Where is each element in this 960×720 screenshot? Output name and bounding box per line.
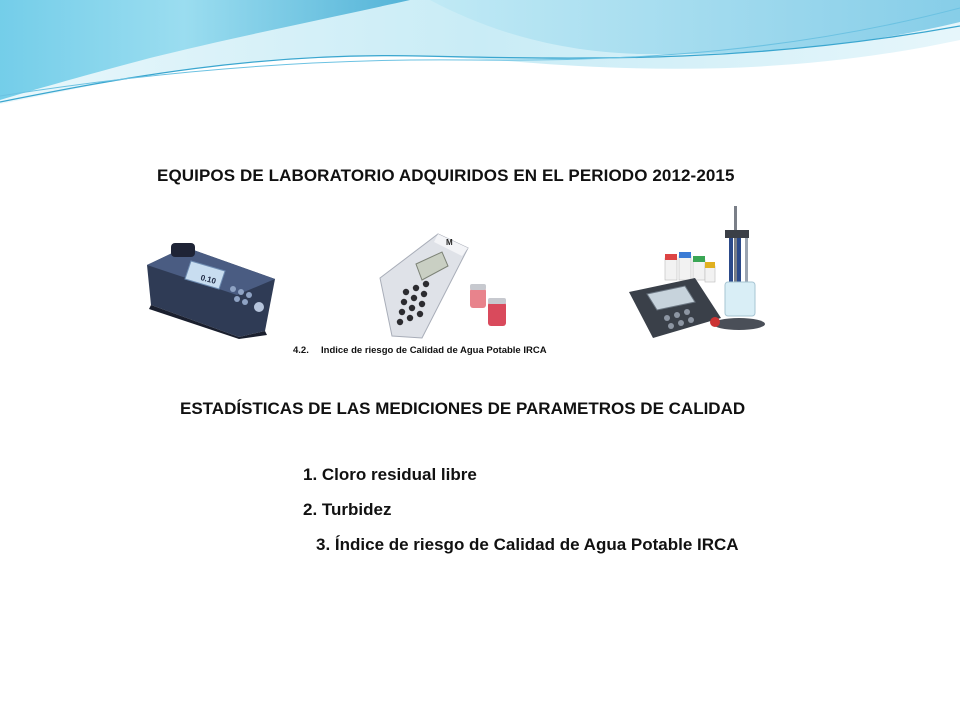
list-item-1: 1. Cloro residual libre: [303, 465, 477, 484]
turbidimeter-screen-text: 0.10: [199, 273, 217, 286]
stats-title: ESTADÍSTICAS DE LAS MEDICIONES DE PARAMETROS DE CALIDAD: [180, 399, 746, 418]
caption-number: 4.2.: [293, 345, 309, 356]
list-item-3: 3. Índice de riesgo de Calidad de Agua Potable IRCA: [316, 535, 739, 554]
turbidimeter-image: [141, 235, 280, 340]
page-title: EQUIPOS DE LABORATORIO ADQUIRIDOS EN EL PERIODO 2012-2015: [157, 166, 735, 185]
wave-header-decoration: [0, 0, 960, 120]
photometer-image: [372, 226, 512, 344]
ph-meter-image: [625, 202, 767, 348]
caption-text: Indice de riesgo de Calidad de Agua Potable IRCA: [321, 345, 547, 356]
image-caption: [293, 345, 547, 356]
photometer-brand-mark: M: [446, 238, 453, 247]
list-item-2: 2. Turbidez: [303, 500, 392, 519]
